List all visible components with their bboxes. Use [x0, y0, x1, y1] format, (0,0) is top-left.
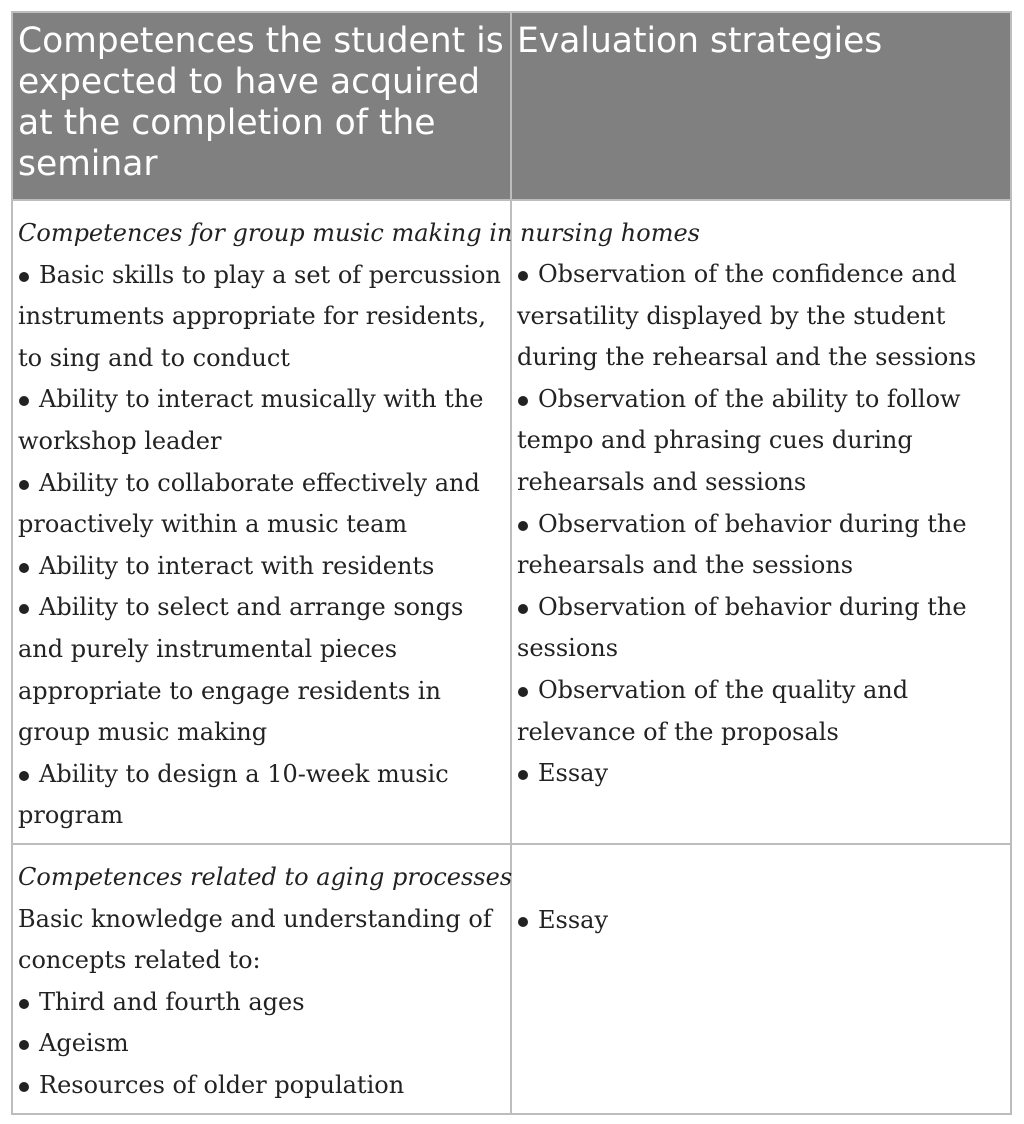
bullet-icon [19, 999, 29, 1009]
list-item-text: Resources of older population [39, 1070, 405, 1099]
competences-evaluation-table [11, 11, 1012, 1115]
list-item-text: Ageism [39, 1029, 129, 1058]
list-item [517, 753, 1008, 795]
list-item-text: Ability to design a 10-week music program [18, 759, 449, 830]
list-item-text: Essay [538, 759, 609, 788]
bullet-icon [518, 521, 528, 531]
bullet-icon [19, 1082, 29, 1092]
table-row [12, 200, 1011, 844]
list-item [18, 546, 508, 588]
evaluation-cell [511, 844, 1011, 1114]
list-item-text: Observation of the ability to follow tempo and phrasing cues during rehearsals and sessions [517, 384, 961, 496]
list-item [18, 379, 508, 462]
list-item-text: Observation of the quality and relevance of the proposals [517, 675, 909, 746]
list-item-text: Essay [538, 906, 609, 934]
list-item-text: Observation of behavior during the rehearsals and the sessions [517, 509, 967, 580]
bullet-icon [518, 271, 528, 281]
list-item [517, 587, 1008, 670]
bullet-icon [518, 604, 528, 614]
section-heading: Competences for group music making in nursing homes [18, 219, 700, 247]
bullet-icon [19, 771, 29, 781]
list-item-text: Observation of behavior during the sessions [517, 592, 967, 663]
list-item [517, 254, 1008, 379]
header-row [12, 12, 1011, 200]
list-item-text: Basic skills to play a set of percussion instruments appropriate for residents, to sing and to conduct [18, 260, 501, 372]
list-item-text: Ability to interact musically with the workshop leader [18, 385, 484, 455]
header-evaluation-strategies: Evaluation strategies [511, 12, 1011, 200]
bullet-icon [19, 604, 29, 614]
list-item-text: Third and fourth ages [39, 987, 305, 1016]
bullet-icon [19, 272, 29, 282]
bullet-icon [518, 770, 528, 780]
list-item [517, 379, 1008, 504]
evaluation-cell [511, 200, 1011, 844]
list-item [18, 587, 508, 753]
list-item [517, 900, 1008, 942]
bullet-icon [19, 480, 29, 490]
table-row [12, 844, 1011, 1114]
list-item [18, 754, 508, 837]
bullet-icon [518, 687, 528, 697]
list-item-text: Ability to collaborate effectively and proactively within a music team [18, 468, 480, 539]
list-item [18, 463, 508, 546]
header-competences: Competences the student is expected to have acquired at the completion of the seminar [12, 12, 511, 200]
section-heading: Competences related to aging processes [18, 863, 513, 891]
list-item [18, 1065, 508, 1107]
bullet-icon [19, 563, 29, 573]
competences-cell [12, 844, 511, 1114]
bullet-icon [518, 917, 528, 927]
list-item [517, 504, 1008, 587]
list-item [18, 982, 508, 1024]
bullet-icon [19, 396, 29, 406]
intro-text: Basic knowledge and understanding of concepts related to: [18, 904, 492, 975]
bullet-icon [19, 1040, 29, 1050]
list-item [18, 255, 508, 380]
list-item [18, 1023, 508, 1065]
list-item-text: Observation of the confidence and versatility displayed by the student during the rehearsal and the sessions [517, 260, 977, 372]
list-item-text: Ability to interact with residents [39, 551, 435, 580]
list-item-text: Ability to select and arrange songs and purely instrumental pieces appropriate to engage residents in group music making [18, 593, 464, 747]
bullet-icon [518, 396, 528, 406]
list-item [517, 670, 1008, 753]
